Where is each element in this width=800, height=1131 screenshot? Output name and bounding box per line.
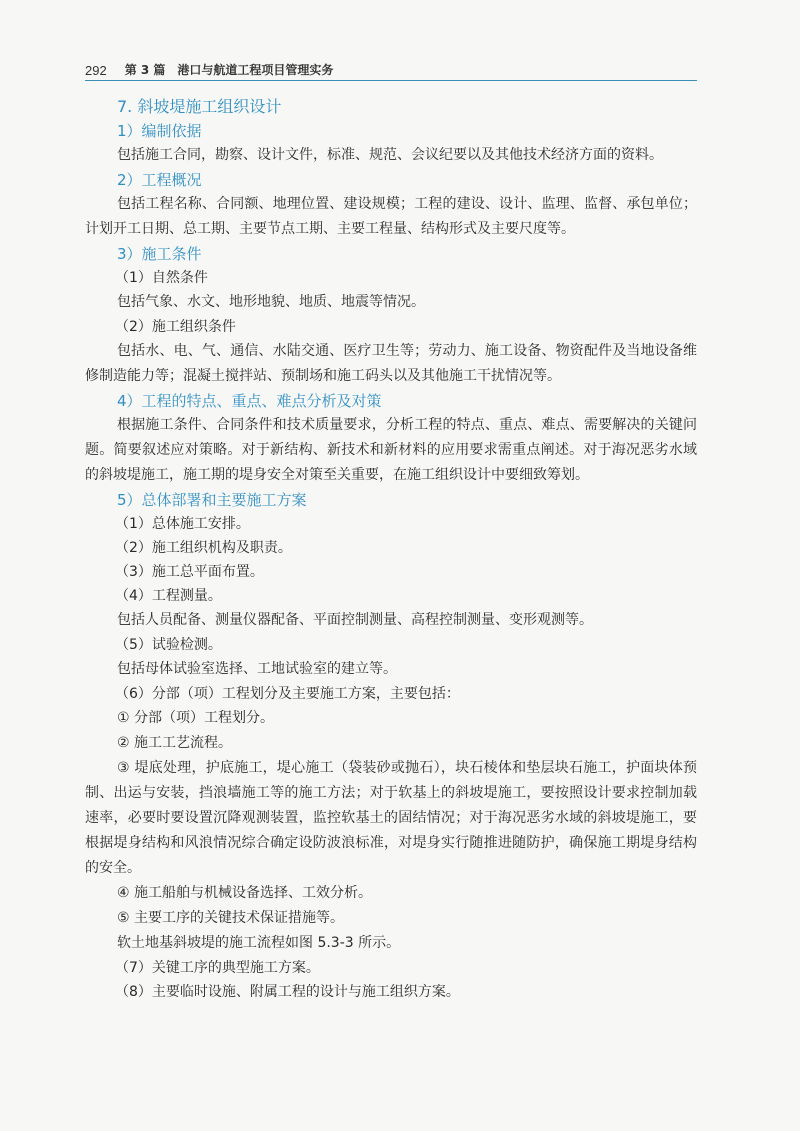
paragraph: 包括水、电、气、通信、水陆交通、医疗卫生等；劳动力、施工设备、物资配件及当地设备维修制造能力等；混凝土搅拌站、预制场和施工码头以及其他施工干扰情况等。 [85, 343, 697, 384]
paragraph: 包括工程名称、合同额、地理位置、建设规模；工程的建设、设计、监理、监督、承包单位；计划开工日期、总工期、主要节点工期、主要工程量、结构形式及主要尺度等。 [85, 196, 697, 237]
subsection-title-deployment: 5）总体部署和主要施工方案 [117, 491, 307, 509]
paragraph: 软土地基斜坡堤的施工流程如图 5.3-3 所示。 [117, 935, 401, 951]
list-item: ⑤ 主要工序的关键技术保证措施等。 [117, 910, 345, 926]
list-item: （7）关键工序的典型施工方案。 [115, 960, 320, 976]
paragraph: 包括人员配备、测量仪器配备、平面控制测量、高程控制测量、变形观测等。 [117, 612, 593, 628]
list-item: ③ 堤底处理，护底施工，堤心施工（袋装砂或抛石），块石棱体和垫层块石施工，护面块体预制、出运与安装，挡浪墙施工等的施工方法；对于软基上的斜坡堤施工，要按照设计要求控制加载速率，必要时要设置沉降观测装置，监控软基土的固结情况；对于海况恶劣水域的斜坡堤施工，要根据堤身结构和风浪情况综合确定设防波浪标准，对堤身实行随推进随防护，确保施工期堤身结构的安全。 [85, 760, 697, 876]
running-header [85, 58, 697, 81]
subsection-title-analysis: 4）工程的特点、重点、难点分析及对策 [117, 392, 382, 410]
list-item: （8）主要临时设施、附属工程的设计与施工组织方案。 [115, 984, 460, 1000]
page-body [85, 94, 697, 1004]
part-label: 第 3 篇 [124, 63, 166, 77]
list-item: （1）自然条件 [115, 270, 208, 286]
list-item: ① 分部（项）工程划分。 [117, 710, 275, 726]
paragraph: 包括母体试验室选择、工地试验室的建立等。 [117, 661, 397, 677]
list-item: （2）施工组织条件 [115, 319, 236, 335]
list-item: （1）总体施工安排。 [115, 516, 250, 532]
paragraph: 包括施工合同，勘察、设计文件，标准、规范、会议纪要以及其他技术经济方面的资料。 [117, 147, 663, 163]
list-item: （5）试验检测。 [115, 637, 222, 653]
section-title: 7. 斜坡堤施工组织设计 [117, 97, 282, 116]
list-item: （6）分部（项）工程划分及主要施工方案，主要包括： [115, 686, 460, 702]
subsection-title-overview: 2）工程概况 [117, 171, 202, 189]
subsection-title-conditions: 3）施工条件 [117, 245, 202, 263]
paragraph: 包括气象、水文、地形地貌、地质、地震等情况。 [117, 294, 425, 310]
list-item: ④ 施工船舶与机械设备选择、工效分析。 [117, 885, 372, 901]
list-item: （2）施工组织机构及职责。 [115, 540, 292, 556]
list-item: （3）施工总平面布置。 [115, 564, 264, 580]
book-title: 港口与航道工程项目管理实务 [177, 63, 334, 77]
paragraph: 根据施工条件、合同条件和技术质量要求，分析工程的特点、重点、难点、需要解决的关键问题。简要叙述应对策略。对于新结构、新技术和新材料的应用要求需重点阐述。对于海况恶劣水域的斜坡堤施工，施工期的堤身安全对策至关重要，在施工组织设计中要细致筹划。 [85, 417, 697, 483]
subsection-title-basis: 1）编制依据 [117, 122, 202, 140]
list-item: ② 施工工艺流程。 [117, 735, 233, 751]
page-number: 292 [85, 63, 107, 78]
list-item: （4）工程测量。 [115, 588, 222, 604]
